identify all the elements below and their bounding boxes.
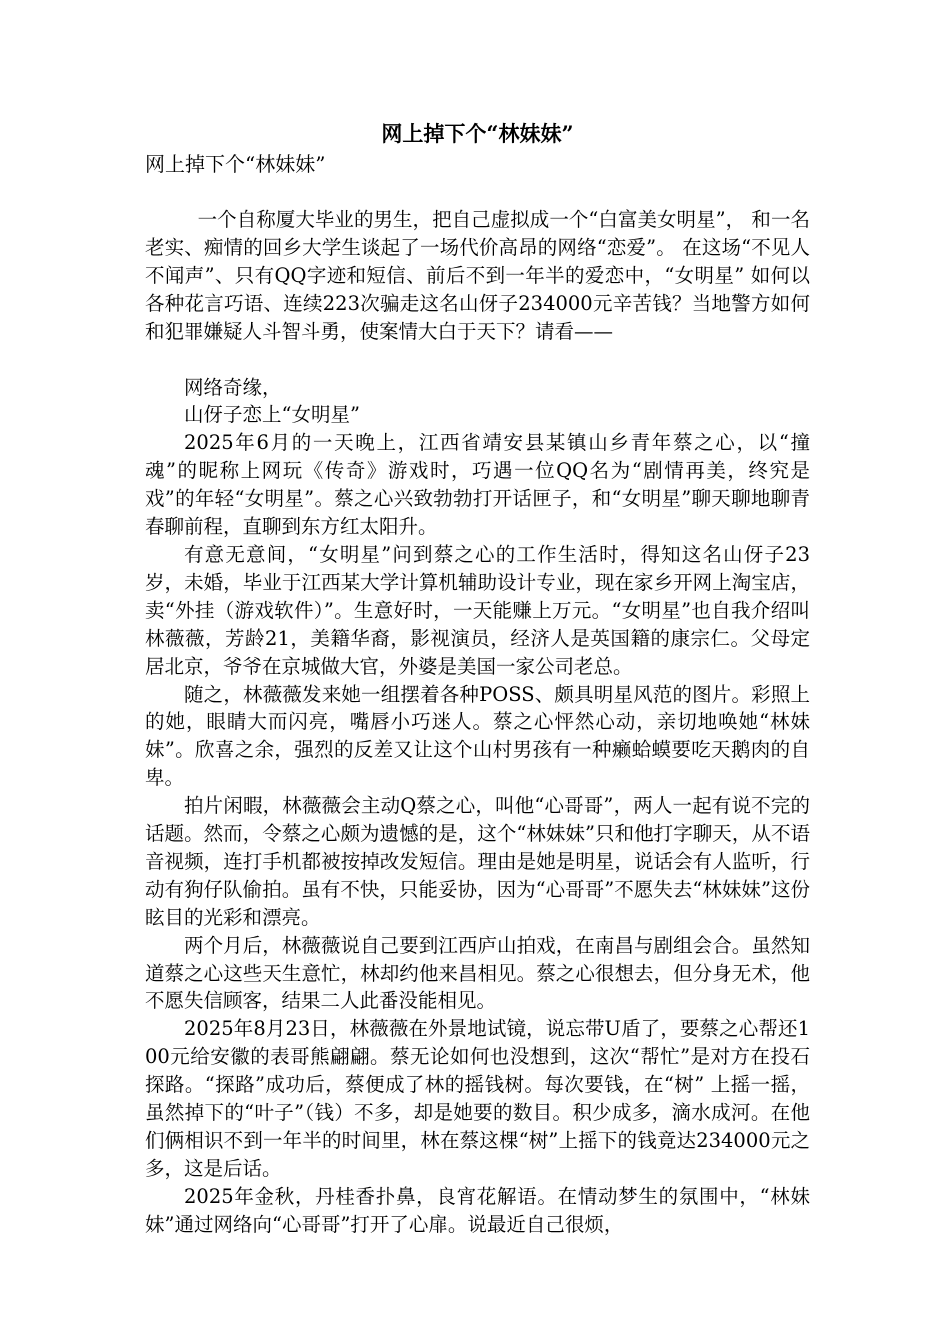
document-subtitle: 网上掉下个“林妹妹” [145,152,326,176]
body-paragraph: 随之，林薇薇发来她一组摆着各种POSS、颇具明星风范的图片。彩照上的她，眼睛大而闪亮，嘴唇小巧迷人。蔡之心怦然心动，亲切地唤她“林妹妹”。欣喜之余，强烈的反差又让这个山村男孩有一种癞蛤蟆要吃天鹅肉的自卑。 [145,682,810,790]
document-title: 网上掉下个“林妹妹” [381,121,574,146]
body-paragraph: 2025年8月23日，林薇薇在外景地试镜，说忘带U盾了，要蔡之心帮还100元给安徽的表哥熊翩翩。蔡无论如何也没想到，这次“帮忙”是对方在投石探路。“探路”成功后，蔡便成了林的摇钱树。每次要钱，在“树” 上摇一摇，虽然掉下的“叶子”（钱）不多，却是她要的数目。积少成多，滴水成河。在他们俩相识不到一年半的时间里，林在蔡这棵“树”上摇下的钱竟达234000元之多，这是后话。 [145,1017,810,1180]
body-paragraph: 2025年6月的一天晚上，江西省靖安县某镇山乡青年蔡之心，以“撞魂”的昵称上网玩《传奇》游戏时，巧遇一位QQ名为“剧情再美，终究是戏”的年轻“女明星”。蔡之心兴致勃勃打开话匣子，和“女明星”聊天聊地聊青春聊前程，直聊到东方红太阳升。 [145,431,810,539]
section-heading: 网络奇缘， [184,375,282,399]
body-paragraph: 两个月后，林薇薇说自己要到江西庐山拍戏，在南昌与剧组会合。虽然知道蔡之心这些天生意忙，林却约他来昌相见。蔡之心很想去，但分身无术，他不愿失信顾客，结果二人此番没能相见。 [145,933,810,1013]
body-paragraph: 2025年金秋，丹桂香扑鼻，良宵花解语。在情动梦生的氛围中，“林妹妹”通过网络向“心哥哥”打开了心扉。说最近自己很烦， [145,1184,810,1236]
body-paragraph: 有意无意间，“女明星”问到蔡之心的工作生活时，得知这名山伢子23岁，未婚，毕业于江西某大学计算机辅助设计专业，现在家乡开网上淘宝店，卖“外挂（游戏软件）”。生意好时，一天能赚上万元。“女明星”也自我介绍叫林薇薇，芳龄21，美籍华裔，影视演员，经济人是英国籍的康宗仁。父母定居北京，爷爷在京城做大官，外婆是美国一家公司老总。 [145,542,810,678]
blank-line [145,346,810,374]
document-page [145,118,810,1239]
lead-paragraph: 一个自称厦大毕业的男生，把自己虚拟成一个“白富美女明星”， 和一名老实、痴情的回乡大学生谈起了一场代价高昂的网络“恋爱”。 在这场“不见人不闻声”、只有QQ字迹和短信、前后不到一年半的爱恋中，“女明星” 如何以各种花言巧语、连续223次骗走这名山伢子234000元辛苦钱？当地警方如何和犯罪嫌疑人斗智斗勇，使案情大白于天下？请看—— [145,208,810,343]
blank-line [145,178,810,206]
section-subheading: 山伢子恋上“女明星” [184,403,360,427]
body-paragraph: 拍片闲暇，林薇薇会主动Q蔡之心，叫他“心哥哥”，两人一起有说不完的话题。然而，令蔡之心颇为遗憾的是，这个“林妹妹”只和他打字聊天，从不语音视频，连打手机都被按掉改发短信。理由是她是明星，说话会有人监听，行动有狗仔队偷拍。虽有不快，只能妥协，因为“心哥哥”不愿失去“林妹妹”这份眩目的光彩和漂亮。 [145,794,810,929]
